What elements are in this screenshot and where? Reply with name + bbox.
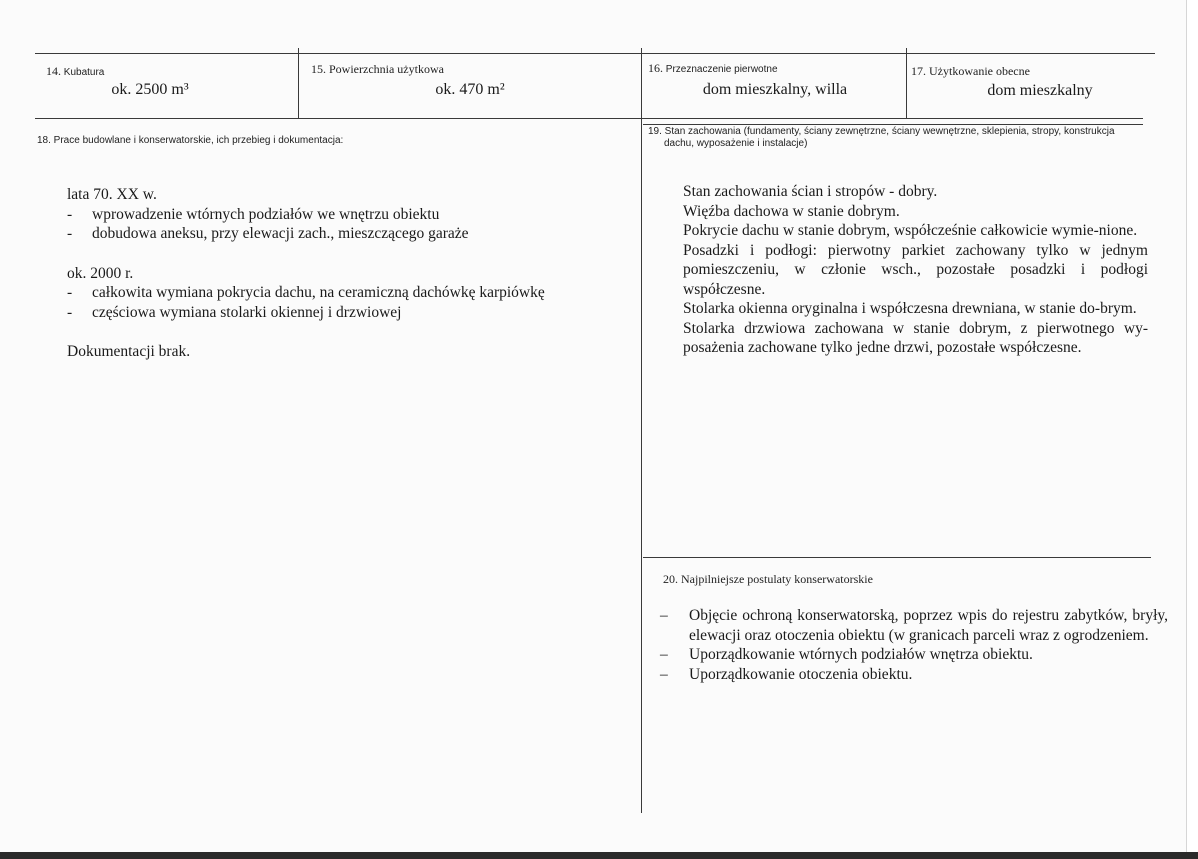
cell-15-number: 15. — [311, 62, 326, 76]
cell-16-number: 16. — [648, 61, 663, 75]
list-item — [67, 283, 627, 303]
section-20-number: 20. — [663, 572, 678, 586]
condition-paragraph: Więźba dachowa w stanie dobrym. — [683, 202, 900, 220]
scan-bottom-edge — [0, 852, 1198, 859]
top-rule — [35, 53, 1155, 54]
condition-paragraph: Pokrycie dachu w stanie dobrym, współcześnie całkowicie wymie-nione. — [683, 222, 1138, 239]
section-19-body — [683, 182, 1148, 358]
section-20-title-text: Najpilniejsze postulaty konserwatorskie — [681, 572, 873, 586]
section-19-title-line-2: dachu, wyposażenie i instalacje) — [664, 138, 808, 149]
divider-16-17 — [906, 48, 907, 118]
list-item — [67, 205, 627, 225]
cell-16-title: Przeznaczenie pierwotne — [665, 64, 778, 75]
cell-17-label — [911, 64, 1030, 79]
list-item — [67, 224, 627, 244]
period-1-heading: lata 70. XX w. — [67, 186, 157, 203]
list-dash: - — [67, 284, 73, 301]
list-dash: - — [67, 225, 73, 242]
list-dash: - — [67, 205, 73, 223]
list-item-text: Uporządkowanie otoczenia obiektu. — [689, 665, 913, 683]
list-item-text: Uporządkowanie wtórnych podziałów wnętrza obiektu. — [689, 646, 1033, 663]
list-item-text: Objęcie ochroną konserwatorską, poprzez wpis do rejestru zabytków, bryły, elewacji oraz otoczenia obiektu (w granicach parceli wraz z ogrodzeniem. — [689, 607, 1168, 644]
cell-17-number: 17. — [911, 64, 926, 78]
section-19-title — [648, 126, 1148, 150]
period-2-heading: ok. 2000 r. — [67, 264, 134, 282]
list-dash: - — [67, 303, 73, 321]
documentation-note: Dokumentacji brak. — [67, 343, 191, 360]
list-item-text: wprowadzenie wtórnych podziałów we wnętrzu obiektu — [92, 205, 440, 223]
cell-15-title: Powierzchnia użytkowa — [329, 62, 444, 76]
list-item-text: dobudowa aneksu, przy elewacji zach., mieszczącego garaże — [92, 225, 469, 242]
list-item — [660, 645, 1168, 665]
divider-14-15 — [298, 48, 299, 118]
list-dash: – — [660, 607, 668, 624]
cell-16-label — [648, 61, 778, 76]
section-19-title-rule — [643, 124, 1143, 125]
section-20-body — [660, 606, 1168, 684]
list-item — [660, 665, 1168, 685]
list-item-text: całkowita wymiana pokrycia dachu, na ceramiczną dachówkę karpiówkę — [92, 284, 545, 301]
section-19-title-line-1: 19. Stan zachowania (fundamenty, ściany zewnętrzne, ściany wewnętrzne, sklepienia, stropy, konstrukcja — [648, 126, 1115, 137]
list-item — [67, 303, 627, 323]
header-bottom-rule — [35, 118, 1143, 119]
condition-paragraph: Stolarka drzwiowa zachowana w stanie dobrym, z pierwotnego wy-posażenia zachowane tylko jedne drzwi, pozostałe współczesne. — [683, 319, 1148, 356]
section-20-top-rule — [643, 557, 1151, 558]
list-dash: – — [660, 646, 668, 663]
cell-14-title: Kubatura — [63, 67, 105, 78]
condition-paragraph: Stolarka okienna oryginalna i współczesna drewniana, w stanie do-brym. — [683, 300, 1137, 317]
cell-14-label — [46, 64, 104, 79]
cell-15-label — [311, 62, 444, 77]
cell-17-title: Użytkowanie obecne — [929, 64, 1030, 78]
center-divider — [641, 48, 642, 813]
condition-paragraph: Posadzki i podłogi: pierwotny parkiet zachowany tylko w jednym pomieszczeniu, w członie wsch., pozostałe posadzki i podłogi współczesne. — [683, 241, 1148, 298]
cell-15-value: ok. 470 m² — [435, 81, 505, 98]
list-item-text: częściowa wymiana stolarki okiennej i drzwiowej — [92, 303, 402, 321]
list-item — [660, 606, 1168, 645]
condition-paragraph: Stan zachowania ścian i stropów - dobry. — [683, 183, 938, 200]
cell-14-value: ok. 2500 m³ — [111, 81, 189, 98]
cell-14-number: 14. — [46, 64, 61, 78]
section-20-title — [663, 572, 873, 587]
cell-17-value: dom mieszkalny — [987, 82, 1093, 99]
cell-16-value: dom mieszkalny, willa — [702, 81, 848, 98]
section-18-title: 18. Prace budowlane i konserwatorskie, ich przebieg i dokumentacja: — [37, 135, 344, 146]
list-dash: – — [660, 665, 668, 683]
section-18-body — [67, 185, 627, 362]
